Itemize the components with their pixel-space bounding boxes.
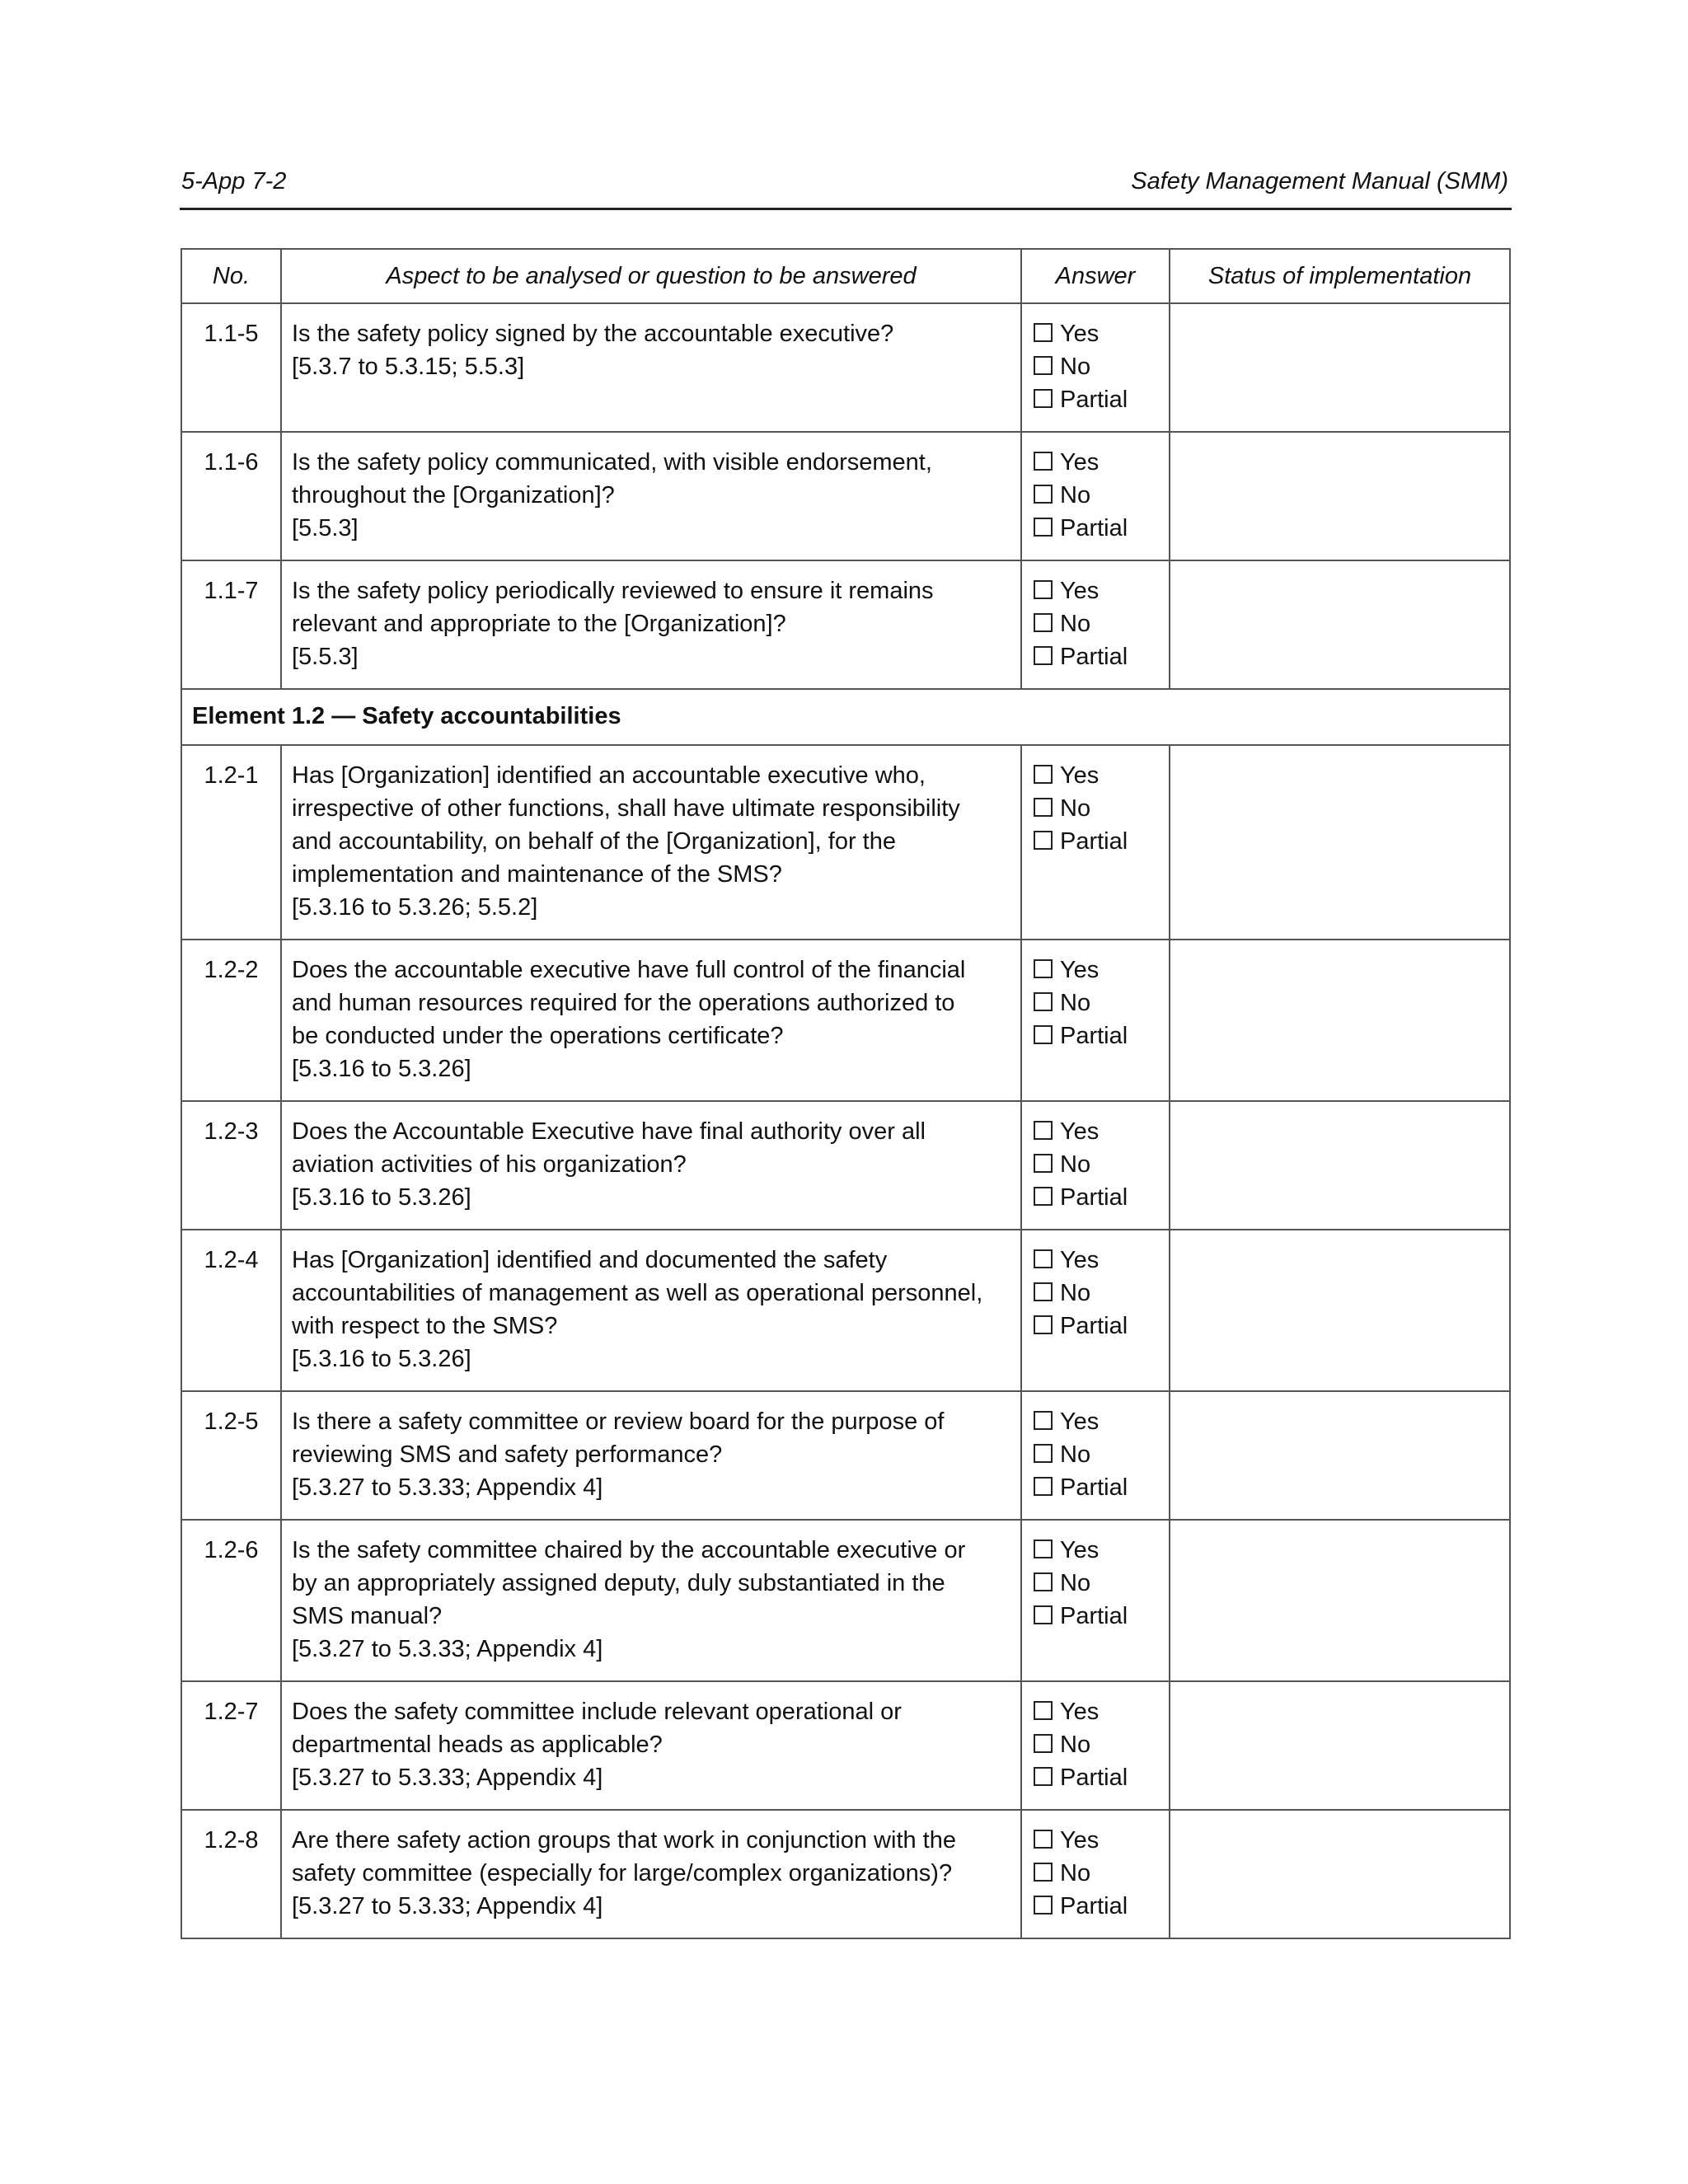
page-number: 5-App 7-2 bbox=[181, 168, 287, 194]
answer-option-label: Yes bbox=[1060, 1408, 1100, 1435]
checkbox-icon[interactable] bbox=[1034, 1249, 1053, 1268]
table-row bbox=[181, 1230, 1510, 1391]
table-row bbox=[181, 1391, 1510, 1520]
question-line: departmental heads as applicable? bbox=[292, 1732, 663, 1758]
answer-option-no[interactable] bbox=[1034, 479, 1159, 512]
answer-option-label: Partial bbox=[1060, 387, 1128, 413]
item-number: 1.2-6 bbox=[181, 1520, 281, 1681]
table-body bbox=[181, 303, 1510, 1938]
answer-cell bbox=[1021, 1520, 1170, 1681]
question-cell bbox=[281, 303, 1021, 432]
question-line: [5.3.16 to 5.3.26] bbox=[292, 1184, 471, 1211]
answer-option-label: Yes bbox=[1060, 1699, 1100, 1725]
answer-option-label: No bbox=[1060, 1280, 1091, 1306]
answer-option-no[interactable] bbox=[1034, 607, 1159, 640]
checkbox-icon[interactable] bbox=[1034, 831, 1053, 850]
answer-option-partial[interactable] bbox=[1034, 1471, 1159, 1504]
status-cell[interactable] bbox=[1170, 303, 1510, 432]
answer-cell bbox=[1021, 1681, 1170, 1810]
answer-option-yes[interactable] bbox=[1034, 1405, 1159, 1438]
question-line: Does the safety committee include relevant operational or bbox=[292, 1699, 902, 1725]
answer-option-yes[interactable] bbox=[1034, 1534, 1159, 1567]
question-line: Is the safety policy communicated, with visible endorsement, bbox=[292, 449, 932, 476]
status-cell[interactable] bbox=[1170, 745, 1510, 940]
item-number: 1.2-8 bbox=[181, 1810, 281, 1938]
checkbox-icon[interactable] bbox=[1034, 1121, 1053, 1140]
answer-cell bbox=[1021, 1391, 1170, 1520]
question-line: relevant and appropriate to the [Organization]? bbox=[292, 611, 786, 637]
checkbox-icon[interactable] bbox=[1034, 992, 1053, 1011]
checklist-table bbox=[181, 248, 1511, 1939]
answer-option-partial[interactable] bbox=[1034, 1181, 1159, 1214]
answer-cell bbox=[1021, 745, 1170, 940]
checkbox-icon[interactable] bbox=[1034, 1863, 1053, 1882]
answer-option-label: Partial bbox=[1060, 515, 1128, 541]
answer-option-no[interactable] bbox=[1034, 987, 1159, 1019]
item-number: 1.1-5 bbox=[181, 303, 281, 432]
answer-option-no[interactable] bbox=[1034, 1857, 1159, 1890]
question-line: [5.3.16 to 5.3.26] bbox=[292, 1056, 471, 1082]
question-line: [5.3.16 to 5.3.26; 5.5.2] bbox=[292, 894, 538, 921]
answer-option-partial[interactable] bbox=[1034, 1761, 1159, 1794]
checkbox-icon[interactable] bbox=[1034, 613, 1053, 632]
question-cell bbox=[281, 1101, 1021, 1230]
column-header-answer: Answer bbox=[1021, 249, 1170, 303]
checkbox-icon[interactable] bbox=[1034, 959, 1053, 978]
table-row bbox=[181, 1810, 1510, 1938]
table-row bbox=[181, 1681, 1510, 1810]
item-number: 1.2-5 bbox=[181, 1391, 281, 1520]
answer-option-yes[interactable] bbox=[1034, 1824, 1159, 1857]
answer-option-label: Yes bbox=[1060, 957, 1100, 983]
answer-cell bbox=[1021, 1230, 1170, 1391]
answer-option-label: No bbox=[1060, 482, 1091, 509]
table-row bbox=[181, 1101, 1510, 1230]
question-line: Is the safety policy periodically reviewed to ensure it remains bbox=[292, 578, 934, 604]
answer-option-label: Partial bbox=[1060, 1023, 1128, 1049]
question-cell bbox=[281, 745, 1021, 940]
question-line: Has [Organization] identified an accountable executive who, bbox=[292, 762, 926, 789]
answer-option-label: Yes bbox=[1060, 578, 1100, 604]
question-line: Is the safety committee chaired by the accountable executive or bbox=[292, 1537, 966, 1563]
question-line: and accountability, on behalf of the [Organization], for the bbox=[292, 828, 896, 855]
answer-cell bbox=[1021, 1810, 1170, 1938]
answer-option-partial[interactable] bbox=[1034, 1600, 1159, 1633]
item-number: 1.2-2 bbox=[181, 940, 281, 1101]
status-cell[interactable] bbox=[1170, 1810, 1510, 1938]
question-line: accountabilities of management as well as operational personnel, bbox=[292, 1280, 983, 1306]
question-line: Is there a safety committee or review board for the purpose of bbox=[292, 1408, 945, 1435]
answer-option-yes[interactable] bbox=[1034, 954, 1159, 987]
answer-option-yes[interactable] bbox=[1034, 317, 1159, 350]
table-row bbox=[181, 940, 1510, 1101]
answer-option-no[interactable] bbox=[1034, 792, 1159, 825]
answer-option-label: No bbox=[1060, 795, 1091, 822]
question-cell bbox=[281, 1810, 1021, 1938]
table-row bbox=[181, 560, 1510, 689]
answer-option-label: No bbox=[1060, 354, 1091, 380]
question-line: by an appropriately assigned deputy, duly substantiated in the bbox=[292, 1570, 945, 1596]
page-header bbox=[180, 165, 1512, 210]
question-line: throughout the [Organization]? bbox=[292, 482, 615, 509]
status-cell[interactable] bbox=[1170, 1230, 1510, 1391]
question-line: [5.3.16 to 5.3.26] bbox=[292, 1346, 471, 1372]
answer-cell bbox=[1021, 432, 1170, 560]
checkbox-icon[interactable] bbox=[1034, 1411, 1053, 1430]
checkbox-icon[interactable] bbox=[1034, 1315, 1053, 1334]
answer-option-label: No bbox=[1060, 1860, 1091, 1886]
table-row bbox=[181, 1520, 1510, 1681]
document-title: Safety Management Manual (SMM) bbox=[1131, 168, 1508, 194]
answer-cell bbox=[1021, 560, 1170, 689]
question-line: implementation and maintenance of the SMS? bbox=[292, 861, 782, 888]
item-number: 1.2-7 bbox=[181, 1681, 281, 1810]
item-number: 1.1-6 bbox=[181, 432, 281, 560]
section-title: Element 1.2 — Safety accountabilities bbox=[181, 689, 1510, 745]
answer-option-label: Yes bbox=[1060, 1827, 1100, 1854]
checkbox-icon[interactable] bbox=[1034, 485, 1053, 504]
checkbox-icon[interactable] bbox=[1034, 1701, 1053, 1720]
question-line: [5.3.7 to 5.3.15; 5.5.3] bbox=[292, 354, 525, 380]
question-line: Does the accountable executive have full control of the financial bbox=[292, 957, 966, 983]
checkbox-icon[interactable] bbox=[1034, 1734, 1053, 1753]
checkbox-icon[interactable] bbox=[1034, 356, 1053, 375]
answer-option-label: Partial bbox=[1060, 1313, 1128, 1339]
answer-option-label: Yes bbox=[1060, 1118, 1100, 1145]
question-line: reviewing SMS and safety performance? bbox=[292, 1441, 723, 1468]
status-cell[interactable] bbox=[1170, 1520, 1510, 1681]
checkbox-icon[interactable] bbox=[1034, 389, 1053, 408]
question-cell bbox=[281, 432, 1021, 560]
answer-option-partial[interactable] bbox=[1034, 825, 1159, 858]
question-line: [5.5.3] bbox=[292, 515, 359, 541]
answer-option-label: Partial bbox=[1060, 1474, 1128, 1501]
question-line: with respect to the SMS? bbox=[292, 1313, 558, 1339]
answer-option-partial[interactable] bbox=[1034, 383, 1159, 416]
answer-option-yes[interactable] bbox=[1034, 1244, 1159, 1277]
column-header-aspect: Aspect to be analysed or question to be answered bbox=[281, 249, 1021, 303]
answer-option-label: No bbox=[1060, 1441, 1091, 1468]
table-row bbox=[181, 432, 1510, 560]
question-line: [5.3.27 to 5.3.33; Appendix 4] bbox=[292, 1893, 603, 1919]
checkbox-icon[interactable] bbox=[1034, 1605, 1053, 1624]
status-cell[interactable] bbox=[1170, 1681, 1510, 1810]
question-cell bbox=[281, 1391, 1021, 1520]
item-number: 1.2-1 bbox=[181, 745, 281, 940]
item-number: 1.2-3 bbox=[181, 1101, 281, 1230]
checkbox-icon[interactable] bbox=[1034, 1444, 1053, 1463]
answer-option-partial[interactable] bbox=[1034, 512, 1159, 545]
checkbox-icon[interactable] bbox=[1034, 1025, 1053, 1044]
checkbox-icon[interactable] bbox=[1034, 765, 1053, 784]
question-line: SMS manual? bbox=[292, 1603, 443, 1629]
checkbox-icon[interactable] bbox=[1034, 323, 1053, 342]
answer-option-label: No bbox=[1060, 611, 1091, 637]
table-row bbox=[181, 303, 1510, 432]
question-line: aviation activities of his organization? bbox=[292, 1151, 687, 1178]
answer-option-partial[interactable] bbox=[1034, 640, 1159, 673]
checkbox-icon[interactable] bbox=[1034, 1187, 1053, 1206]
item-number: 1.1-7 bbox=[181, 560, 281, 689]
status-cell[interactable] bbox=[1170, 1391, 1510, 1520]
answer-cell bbox=[1021, 1101, 1170, 1230]
question-cell bbox=[281, 1681, 1021, 1810]
checkbox-icon[interactable] bbox=[1034, 1540, 1053, 1558]
question-line: Does the Accountable Executive have final authority over all bbox=[292, 1118, 926, 1145]
checkbox-icon[interactable] bbox=[1034, 646, 1053, 665]
answer-option-partial[interactable] bbox=[1034, 1890, 1159, 1923]
question-line: [5.5.3] bbox=[292, 644, 359, 670]
answer-option-label: Partial bbox=[1060, 644, 1128, 670]
status-cell[interactable] bbox=[1170, 1101, 1510, 1230]
checkbox-icon[interactable] bbox=[1034, 452, 1053, 471]
answer-option-label: Partial bbox=[1060, 828, 1128, 855]
answer-option-yes[interactable] bbox=[1034, 1695, 1159, 1728]
status-cell[interactable] bbox=[1170, 560, 1510, 689]
answer-option-label: Yes bbox=[1060, 1537, 1100, 1563]
question-line: safety committee (especially for large/complex organizations)? bbox=[292, 1860, 953, 1886]
checkbox-icon[interactable] bbox=[1034, 1830, 1053, 1849]
column-header-status: Status of implementation bbox=[1170, 249, 1510, 303]
question-cell bbox=[281, 940, 1021, 1101]
checkbox-icon[interactable] bbox=[1034, 1154, 1053, 1173]
answer-option-no[interactable] bbox=[1034, 1567, 1159, 1600]
question-line: [5.3.27 to 5.3.33; Appendix 4] bbox=[292, 1474, 603, 1501]
question-line: Is the safety policy signed by the accountable executive? bbox=[292, 321, 894, 347]
status-cell[interactable] bbox=[1170, 940, 1510, 1101]
answer-option-label: Partial bbox=[1060, 1765, 1128, 1791]
question-line: be conducted under the operations certificate? bbox=[292, 1023, 784, 1049]
answer-cell bbox=[1021, 303, 1170, 432]
question-line: [5.3.27 to 5.3.33; Appendix 4] bbox=[292, 1765, 603, 1791]
table-header-row bbox=[181, 249, 1510, 303]
checkbox-icon[interactable] bbox=[1034, 798, 1053, 817]
answer-option-no[interactable] bbox=[1034, 1277, 1159, 1310]
answer-option-yes[interactable] bbox=[1034, 446, 1159, 479]
question-line: irrespective of other functions, shall have ultimate responsibility bbox=[292, 795, 960, 822]
answer-option-yes[interactable] bbox=[1034, 759, 1159, 792]
checkbox-icon[interactable] bbox=[1034, 1572, 1053, 1591]
answer-option-no[interactable] bbox=[1034, 350, 1159, 383]
item-number: 1.2-4 bbox=[181, 1230, 281, 1391]
checkbox-icon[interactable] bbox=[1034, 580, 1053, 599]
answer-option-label: Yes bbox=[1060, 449, 1100, 476]
answer-option-partial[interactable] bbox=[1034, 1310, 1159, 1343]
question-line: Has [Organization] identified and documented the safety bbox=[292, 1247, 888, 1273]
answer-option-label: Yes bbox=[1060, 762, 1100, 789]
answer-option-no[interactable] bbox=[1034, 1728, 1159, 1761]
question-cell bbox=[281, 1520, 1021, 1681]
answer-option-label: No bbox=[1060, 990, 1091, 1016]
status-cell[interactable] bbox=[1170, 432, 1510, 560]
checkbox-icon[interactable] bbox=[1034, 1477, 1053, 1496]
question-line: Are there safety action groups that work in conjunction with the bbox=[292, 1827, 956, 1854]
answer-option-label: Partial bbox=[1060, 1184, 1128, 1211]
checkbox-icon[interactable] bbox=[1034, 1767, 1053, 1786]
table-row bbox=[181, 745, 1510, 940]
checkbox-icon[interactable] bbox=[1034, 1282, 1053, 1301]
answer-option-label: Yes bbox=[1060, 321, 1100, 347]
answer-option-label: No bbox=[1060, 1570, 1091, 1596]
answer-option-yes[interactable] bbox=[1034, 574, 1159, 607]
column-header-no: No. bbox=[181, 249, 281, 303]
answer-option-label: No bbox=[1060, 1151, 1091, 1178]
answer-cell bbox=[1021, 940, 1170, 1101]
answer-option-label: Yes bbox=[1060, 1247, 1100, 1273]
section-row bbox=[181, 689, 1510, 745]
checkbox-icon[interactable] bbox=[1034, 1896, 1053, 1915]
question-cell bbox=[281, 560, 1021, 689]
answer-option-no[interactable] bbox=[1034, 1438, 1159, 1471]
answer-option-partial[interactable] bbox=[1034, 1019, 1159, 1052]
question-cell bbox=[281, 1230, 1021, 1391]
question-line: and human resources required for the operations authorized to bbox=[292, 990, 955, 1016]
answer-option-no[interactable] bbox=[1034, 1148, 1159, 1181]
answer-option-label: No bbox=[1060, 1732, 1091, 1758]
question-line: [5.3.27 to 5.3.33; Appendix 4] bbox=[292, 1636, 603, 1662]
answer-option-label: Partial bbox=[1060, 1893, 1128, 1919]
answer-option-label: Partial bbox=[1060, 1603, 1128, 1629]
answer-option-yes[interactable] bbox=[1034, 1115, 1159, 1148]
checkbox-icon[interactable] bbox=[1034, 518, 1053, 537]
